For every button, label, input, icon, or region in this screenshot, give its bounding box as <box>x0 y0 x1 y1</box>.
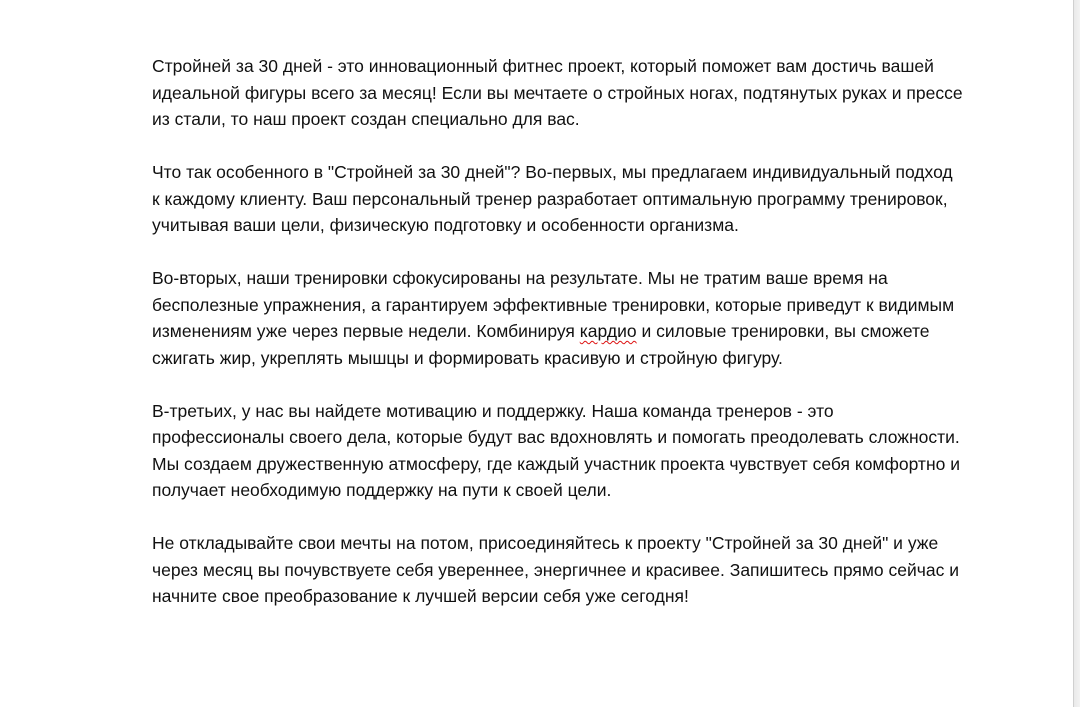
text-line: сжигать жир, укреплять мышцы и формировать красивую и стройную фигуру. <box>152 347 783 368</box>
text-line: Стройней за 30 дней - это инновационный фитнес проект, который поможет вам достичь вашей <box>152 56 934 76</box>
paragraph-1[interactable] <box>152 53 1012 133</box>
paragraph-4[interactable] <box>152 398 1012 504</box>
text-segment: и силовые тренировки, вы сможете <box>636 321 930 341</box>
text-line: получает необходимую поддержку на пути к своей цели. <box>152 480 612 500</box>
text-line: профессионалы своего дела, которые будут вас вдохновлять и помогать преодолевать сложности. <box>152 427 960 447</box>
paragraph-3[interactable] <box>152 265 1012 371</box>
paragraph-5[interactable] <box>152 530 1012 610</box>
text-line: идеальной фигуры всего за месяц! Если вы мечтаете о стройных ногах, подтянутых руках и прессе <box>152 82 963 103</box>
document-body[interactable] <box>152 53 1012 636</box>
page-edge-divider <box>1073 0 1080 707</box>
text-line-with-spelling-error <box>152 318 1012 345</box>
text-line: начните свое преобразование к лучшей версии себя уже сегодня! <box>152 586 689 606</box>
text-line: через месяц вы почувствуете себя увереннее, энергичнее и красивее. Запишитесь прямо сейчас и <box>152 559 960 580</box>
text-line: к каждому клиенту. Ваш персональный тренер разработает оптимальную программу тренировок, <box>152 188 948 209</box>
text-line: из стали, то наш проект создан специально для вас. <box>152 109 580 129</box>
paragraph-2[interactable] <box>152 159 1012 239</box>
text-line: учитывая ваши цели, физическую подготовку и особенности организма. <box>152 215 739 235</box>
text-line: Мы создаем дружественную атмосферу, где каждый участник проекта чувствует себя комфортно и <box>152 453 960 474</box>
misspelled-word[interactable]: кардио <box>579 321 637 341</box>
text-line: Не откладывайте свои мечты на потом, присоединяйтесь к проекту "Стройней за 30 дней" и уже <box>152 533 939 553</box>
text-line: Во-вторых, наши тренировки сфокусированы на результате. Мы не тратим ваше время на <box>152 268 888 288</box>
text-line: Что так особенного в "Стройней за 30 дней"? Во-первых, мы предлагаем индивидуальный подход <box>152 162 953 182</box>
text-line: бесполезные упражнения, а гарантируем эффективные тренировки, которые приведут к видимым <box>152 294 955 315</box>
text-line: В-третьих, у нас вы найдете мотивацию и поддержку. Наша команда тренеров - это <box>152 400 834 421</box>
text-segment: изменениям уже через первые недели. Комбинируя <box>152 321 580 341</box>
